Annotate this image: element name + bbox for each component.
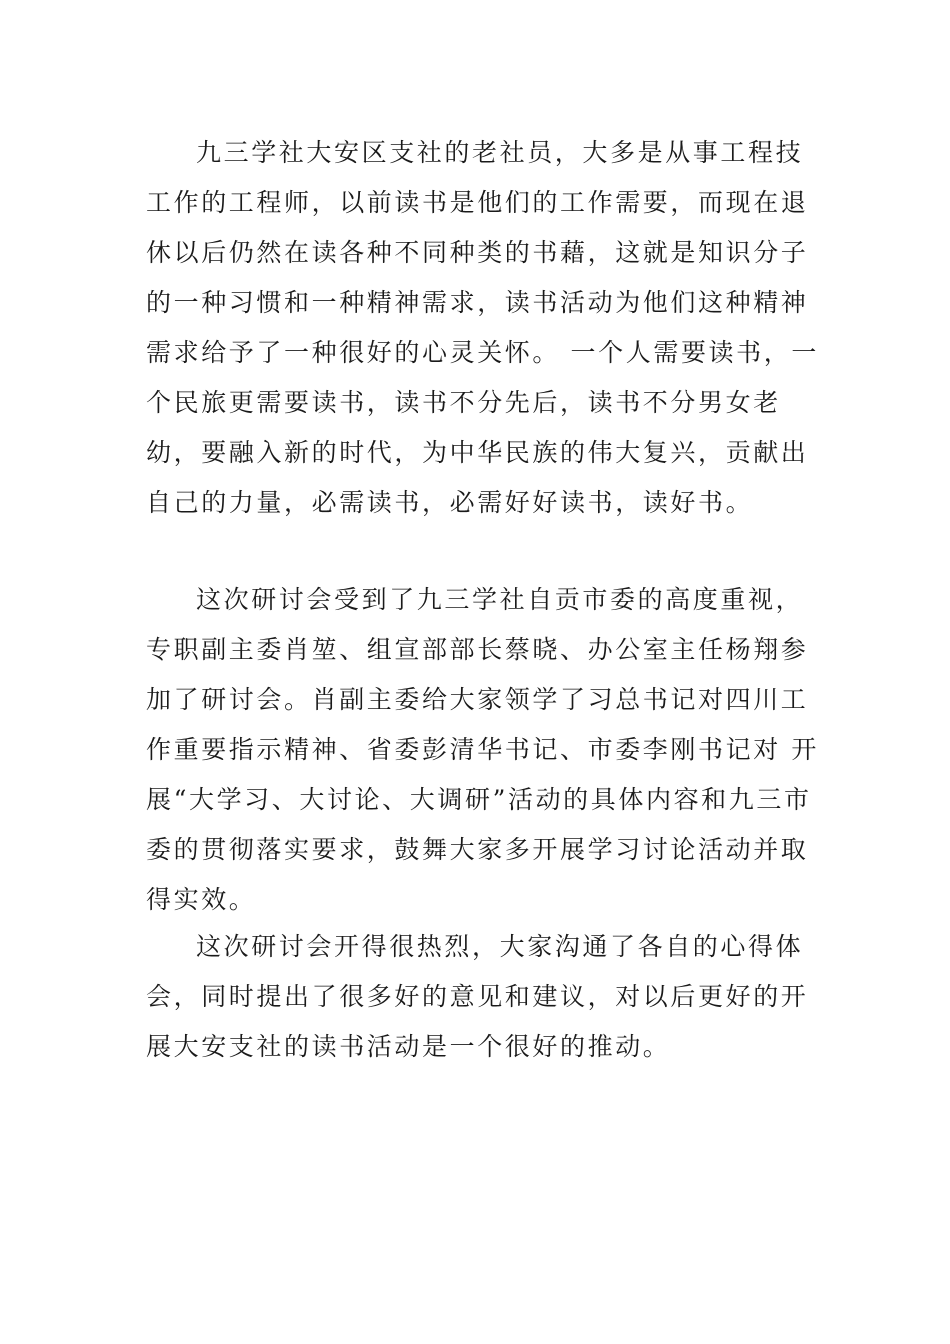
paragraph-seminar-leaders: 这次研讨会受到了九三学社自贡市委的高度重视， 专职副主委肖堃、组宣部部长蔡晓、办公室主任杨翔参加了研讨会。肖副主委给大家领学了习总书记对四川工作重要指示精神、省委彭清华书记、市委李刚书记对 开展“大学习、大讨论、大调研”活动的具体内容和九三市委的贯彻落实要求，鼓舞大家多开展学习讨论活动并取得实效。 bbox=[146, 585, 819, 914]
paragraph-seminar-discussion: 这次研讨会开得很热烈，大家沟通了各自的心得体会，同时提出了很多好的意见和建议，对以后更好的开展大安支社的读书活动是一个很好的推动。 bbox=[146, 932, 809, 1061]
paragraph-reading-activity: 九三学社大安区支社的老社员，大多是从事工程技工作的工程师，以前读书是他们的工作需要，而现在退休以后仍然在读各种不同种类的书藉，这就是知识分子的一种习惯和一种精神需求，读书活动为他们这种精神需求给予了一种很好的心灵关怀。 一个人需要读书，一个民旅更需要读书，读书不分先后，读书不分男女老幼，要融入新的时代，为中华民族的伟大复兴，贡献出自己的力量，必需读书，必需好好读书，读好书。 bbox=[146, 138, 819, 517]
